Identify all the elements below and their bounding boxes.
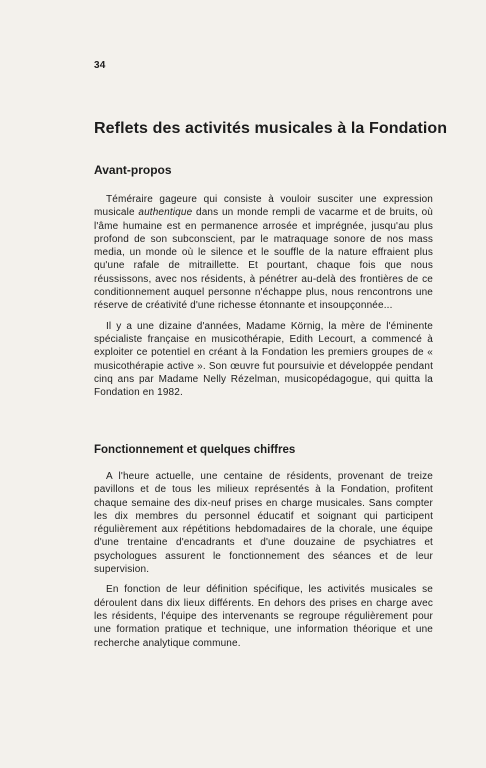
paragraph: Il y a une dizaine d'années, Madame Körnig, la mère de l'éminente spécialiste française en musicothérapie, Edith Lecourt, a commencé à exploiter ce potentiel en créant à la Fondation les premiers groupes de « musicothérapie active ». Son œuvre fut poursuivie et développée pendant cinq ans par Madame Nelly Rézelman, musicopédagogue, qui quitta la Fondation en 1982. (94, 320, 433, 399)
section-body-fonctionnement (94, 470, 433, 657)
section-body-avant-propos (94, 193, 433, 406)
paragraph: En fonction de leur définition spécifique, les activités musicales se déroulent dans dix lieux différents. En dehors des prises en charge avec les résidents, l'équipe des intervenants se regroupe régulièrement pour une formation pratique et technique, une information théorique et une recherche analytique commune. (94, 584, 433, 649)
paragraph-text: Téméraire gageure qui consiste à vouloir susciter une expression musicale (94, 194, 433, 219)
paragraph: A l'heure actuelle, une centaine de résidents, provenant de treize pavillons et de tous les milieux représentés à la Fondation, profitent chaque semaine des dix-neuf prises en charge musicales. Sans compter les dix membres du personnel éducatif et soignant qui participent régulièrement aux répétitions hebdomadaires de la chorale, une équipe d'une trentaine d'encadrants et d'une douzaine de psychiatres et psychologues assurent le fonctionnement des séances et de leur supervision. (94, 471, 433, 576)
section-heading-fonctionnement: Fonctionnement et quelques chiffres (94, 444, 296, 456)
section-heading-avant-propos: Avant-propos (94, 163, 172, 177)
paragraph (94, 193, 433, 313)
paragraph-text: dans un monde rempli de vacarme et de bruits, où l'âme humaine est en permanence arrosée et imprégnée, jusqu'au plus profond de son subconscient, par le matraquage sonore de nos mass media, un monde où le silence et le souffle de la nature effraient plus qu'une rafale de mitraillette. Et pourtant, chaque fois que nous réussissons, avec nos résidents, à pénétrer au-delà des frontières de ce conditionnement auquel personne n'échappe plus, nous rencontrons une réserve de créativité d'une richesse étonnante et insoupçonnée... (94, 207, 433, 312)
emphasized-word: authentique (138, 207, 193, 219)
page-number: 34 (94, 60, 106, 71)
page-title: Reflets des activités musicales à la Fondation (94, 120, 448, 137)
